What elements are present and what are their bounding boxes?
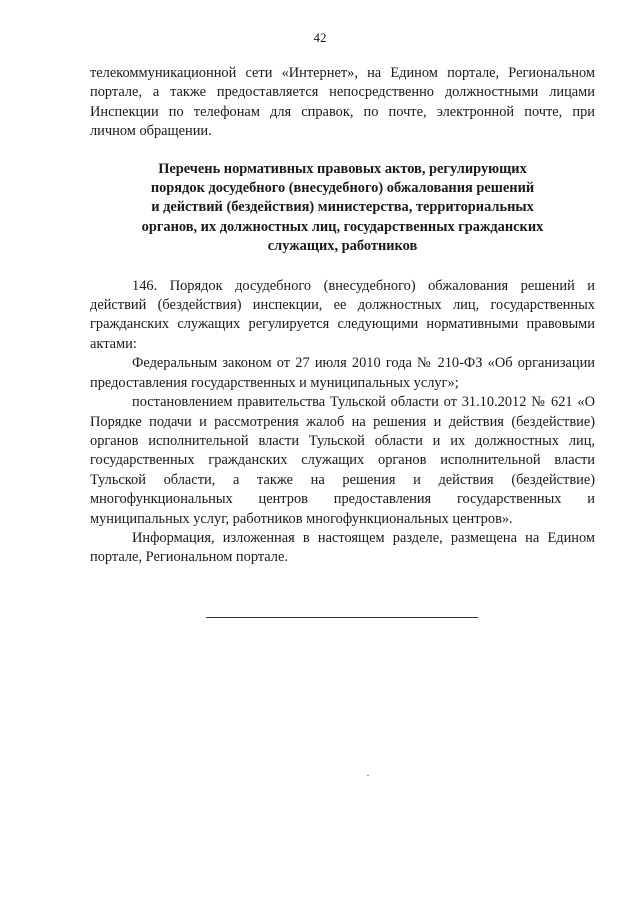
paragraph-146: 146. Порядок досудебного (внесудебного) обжалования решений и действий (бездействия) инспекции, ее должностных лиц, государственных гражданских служащих регулируется следующими нормативными правовыми актами: [90, 277, 595, 352]
section-title [90, 160, 595, 257]
intro-line-4: личном обращении. [90, 123, 212, 140]
info-paragraph: Информация, изложенная в настоящем разделе, размещена на Едином портале, Региональном портале. [90, 529, 595, 566]
section-title-line: служащих, работников [267, 238, 418, 255]
regional-resolution-item: постановлением правительства Тульской области от 31.10.2012 № 621 «О Порядке подачи и рассмотрения жалоб на решения и действия (бездействие) органов исполнительной власти Тульской области и их должностных лиц, государственных гражданских служащих органов исполнительной власти Тульской области, а также на решения и действия (бездействие) многофункциональных центров предоставления государственных и муниципальных услуг, работников многофункциональных центров». [90, 394, 595, 527]
intro-line-1: телекоммуникационной сети «Интернет», на Едином портале, Региональном [90, 65, 595, 81]
intro-line-3: Инспекции по телефонам для справок, по почте, электронной почте, при [90, 103, 595, 120]
page-number: 42 [313, 30, 327, 45]
section-title-line: порядок досудебного (внесудебного) обжалования решений [150, 180, 535, 197]
section-title-line: и действий (бездействия) министерства, территориальных [151, 199, 534, 216]
section-title-line: Перечень нормативных правовых актов, регулирующих [158, 160, 527, 177]
federal-law-item: Федеральным законом от 27 июля 2010 года № 210-ФЗ «Об организации предоставления государственных и муниципальных услуг»; [90, 355, 595, 391]
end-divider [206, 617, 478, 618]
document-body [90, 64, 595, 568]
section-title-line: органов, их должностных лиц, государственных гражданских [141, 218, 544, 235]
scan-mark [367, 775, 369, 776]
intro-line-2: портале, а также предоставляется непосредственно должностными лицами [90, 84, 595, 101]
